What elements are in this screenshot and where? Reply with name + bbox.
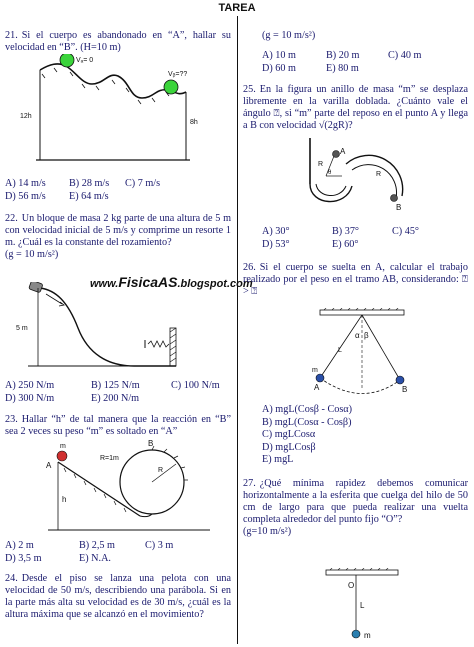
question-number: 27. xyxy=(243,478,256,489)
point-b-label: B xyxy=(402,385,408,394)
question-24 xyxy=(5,573,231,621)
option-b[interactable]: B) 125 N/m xyxy=(91,380,140,391)
option-a[interactable]: A) mgL(Cosβ - Cosα) xyxy=(262,404,353,415)
question-25 xyxy=(243,84,468,132)
point-a-label: A xyxy=(46,461,52,470)
question-number: 23. xyxy=(5,414,18,425)
option-a[interactable]: A) 250 N/m xyxy=(5,380,55,391)
option-e[interactable]: E) N.A. xyxy=(79,552,111,564)
option-e[interactable]: E) mgL xyxy=(262,454,294,465)
point-b-label: B xyxy=(396,203,402,212)
question-22 xyxy=(5,213,231,261)
question-text: Desde el piso se lanza una pelota con una velocidad de 50 m/s, describiendo una parábola. Si en la parte más alta su velocidad es de 30 m/s, ¿cuál es la altura máxima que se alcanzó en el movimiento? xyxy=(5,573,231,620)
option-c[interactable]: C) mgLCosα xyxy=(262,429,316,440)
option-d[interactable]: D) mgLCosβ xyxy=(262,441,316,453)
pivot-o-label: O xyxy=(348,581,355,590)
question-text: Un bloque de masa 2 kg parte de una altura de 5 m con velocidad inicial de 5 m/s y comprime un resorte 1 m. ¿Cuál es la constante del rozamiento? xyxy=(5,213,231,248)
point-b-label: B xyxy=(148,439,154,448)
option-d[interactable]: D) 60 m xyxy=(262,62,296,74)
option-a[interactable]: A) 30° xyxy=(262,226,290,237)
page-title: TAREA xyxy=(218,2,256,14)
question-text: Hallar “h” de tal manera que la reacción en “B” sea 2 veces su peso “m” es soltado en “A” xyxy=(5,414,231,437)
option-e[interactable]: E) 64 m/s xyxy=(69,190,109,202)
option-b[interactable]: B) mgL(Cosα - Cosβ) xyxy=(262,416,352,428)
option-e[interactable]: E) 200 N/m xyxy=(91,392,140,404)
option-a[interactable]: A) 10 m xyxy=(262,50,296,61)
point-a-label: A xyxy=(314,383,320,392)
mass-label: m xyxy=(364,631,371,640)
option-c[interactable]: C) 40 m xyxy=(388,50,422,61)
figure-pendulum-arc xyxy=(312,308,412,394)
height-h-label: h xyxy=(62,495,67,504)
radius-label: R xyxy=(158,467,164,474)
question-27 xyxy=(243,478,468,538)
option-d[interactable]: D) 56 m/s xyxy=(5,190,46,202)
option-b[interactable]: B) 37° xyxy=(332,226,359,237)
figure-loop-track xyxy=(40,438,220,534)
mass-label: m xyxy=(60,443,66,450)
radius-label-1: R xyxy=(318,161,324,168)
length-label: L xyxy=(338,347,342,354)
option-c[interactable]: C) 7 m/s xyxy=(125,178,161,189)
question-number: 25. xyxy=(243,84,256,95)
option-b[interactable]: B) 20 m xyxy=(326,50,360,61)
options-22 xyxy=(5,380,231,405)
option-c[interactable]: C) 3 m xyxy=(145,540,174,551)
watermark-brand: FisicaAS xyxy=(118,274,178,290)
question-text: ¿Qué mínima rapidez debemos comunicar horizontalmente a la esferita que cuelga del hilo de 50 cm de largo para que pueda realizar una vuelta completa alrededor del punto fijo “O”? xyxy=(243,478,468,525)
option-a[interactable]: A) 2 m xyxy=(5,540,34,551)
column-divider xyxy=(237,16,238,644)
va-label: Vₐ= 0 xyxy=(76,57,94,64)
question-number: 22. xyxy=(5,213,18,224)
options-21 xyxy=(5,178,231,203)
options-23 xyxy=(5,540,231,565)
mass-label: m xyxy=(312,367,318,374)
figure-ramp-spring xyxy=(16,282,186,372)
question-24-given xyxy=(262,30,462,42)
given-gravity: (g = 10 m/s²) xyxy=(262,30,316,41)
question-number: 21. xyxy=(5,30,18,41)
height-label: 5 m xyxy=(16,325,28,332)
alpha-label: α xyxy=(355,331,360,340)
vb-label: Vᵦ=?? xyxy=(168,71,188,78)
radius-value-label: R=1m xyxy=(100,455,119,462)
question-text: Si el cuerpo es abandonado en “A”, hallar su velocidad en “B”. (H=10 m) xyxy=(5,30,231,53)
question-26 xyxy=(243,262,468,298)
option-a[interactable]: A) 14 m/s xyxy=(5,178,46,189)
given-gravity: (g=10 m/s²) xyxy=(243,526,292,537)
height-12h-label: 12h xyxy=(20,113,32,120)
option-d[interactable]: D) 53° xyxy=(262,238,290,250)
question-text: En la figura un anillo de masa “m” se desplaza libremente en la varilla doblada. ¿Cuánto vale el ángulo ⍰, si “m” parte del reposo en el punto A y llega a B con velocidad √(2gR)? xyxy=(243,84,468,131)
option-d[interactable]: D) 3,5 m xyxy=(5,552,42,564)
option-e[interactable]: E) 60° xyxy=(332,238,359,250)
option-c[interactable]: C) 45° xyxy=(392,226,419,237)
question-number: 26. xyxy=(243,262,256,273)
length-label: L xyxy=(360,601,365,610)
options-25 xyxy=(262,226,462,251)
option-e[interactable]: E) 80 m xyxy=(326,62,359,74)
option-c[interactable]: C) 100 N/m xyxy=(171,380,220,391)
watermark: www.FisicaAS.blogspot.com xyxy=(90,274,253,290)
figure-roller-track xyxy=(18,54,218,172)
question-number: 24. xyxy=(5,573,18,584)
question-23 xyxy=(5,414,231,438)
height-8h-label: 8h xyxy=(190,119,198,126)
question-text: Si el cuerpo se suelta en A, calcular el trabajo realizado por el peso en el tramo AB, considerando: ⍰ > ⍰ xyxy=(243,262,468,297)
option-b[interactable]: B) 28 m/s xyxy=(69,178,110,189)
options-24 xyxy=(262,50,462,75)
options-26 xyxy=(262,404,462,467)
point-a-label: A xyxy=(340,147,346,156)
question-21 xyxy=(5,30,231,54)
figure-hanging-pendulum xyxy=(318,568,408,644)
given-gravity: (g = 10 m/s²) xyxy=(5,249,59,260)
beta-label: β xyxy=(364,331,369,340)
figure-bent-rod xyxy=(306,136,416,218)
radius-label-2: R xyxy=(376,171,382,178)
option-b[interactable]: B) 2,5 m xyxy=(79,540,115,551)
option-d[interactable]: D) 300 N/m xyxy=(5,392,55,404)
theta-label: θ xyxy=(328,170,332,176)
